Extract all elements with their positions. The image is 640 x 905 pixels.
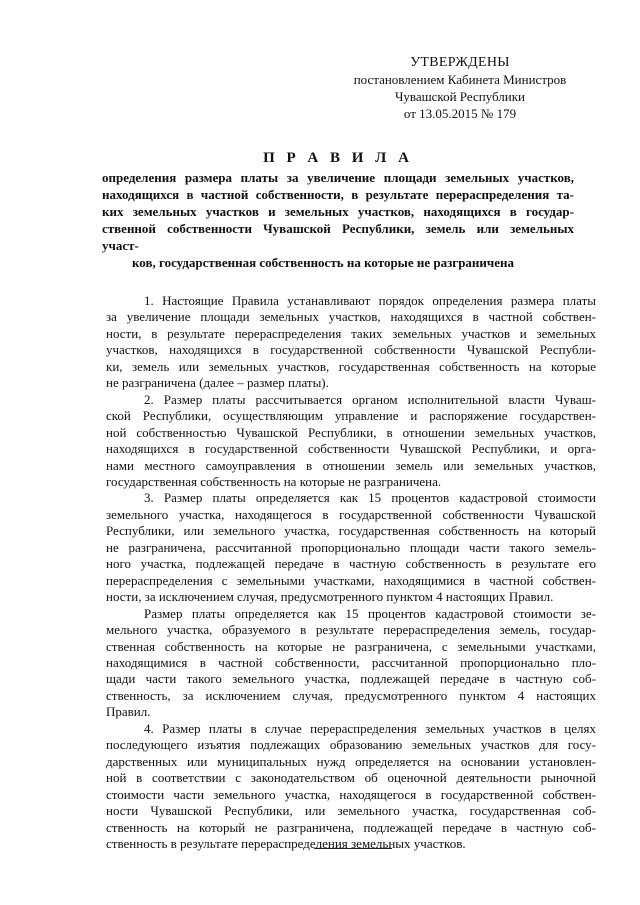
paragraph-1: [106, 293, 596, 392]
document-heading: П Р А В И Л А: [263, 150, 413, 166]
text-line: ской Республики, осуществляющим управление и распоряжение государствен-: [106, 408, 596, 424]
document-body: [106, 293, 596, 852]
approval-title: УТВЕРЖДЕНЫ: [410, 55, 510, 70]
subtitle-line: ких земельных участков и земельных участков, находящихся в государ-: [102, 204, 574, 219]
paragraph-3: [106, 490, 596, 605]
text-line: не разграничена, рассчитанной пропорционально площади части такого земель-: [106, 539, 596, 555]
text-line: ной собственностью Чувашской Республики, в отношении земельных участков,: [106, 424, 596, 440]
text-line: находящимися в частной собственности, рассчитанной пропорционально пло-: [106, 654, 596, 670]
approval-line: Чувашской Республики: [394, 89, 526, 104]
text-line: ности Чувашской Республики, или земельного участка, государственная соб-: [106, 803, 596, 819]
text-line: щади части такого земельного участка, подлежащей передаче в частную соб-: [106, 671, 596, 687]
subtitle-line: находящихся в частной собственности, в результате перераспределения та-: [102, 187, 574, 202]
text-line: находящихся в государственной собственности Чувашской Республики, и орга-: [106, 441, 596, 457]
end-rule: [314, 848, 392, 849]
text-line: мельного участка, образуемого в результате перераспределения земель, государ-: [106, 622, 596, 638]
approval-block: [330, 54, 590, 122]
subtitle-line: участ-: [102, 238, 139, 253]
text-line: не разграничена (далее – размер платы).: [106, 375, 329, 391]
document-subtitle: [102, 169, 574, 271]
paragraph-2: [106, 392, 596, 491]
approval-date: от 13.05.2015 № 179: [403, 106, 517, 121]
text-line: 1. Настоящие Правила устанавливают порядок определения размера платы: [144, 293, 596, 308]
text-line: Правил.: [106, 704, 151, 720]
text-line: ки, земель или земельных участков, государственная собственность на которые: [106, 358, 596, 374]
text-line: ственность в результате перераспределения земельных участков.: [106, 835, 466, 851]
paragraph-3-continued: [106, 606, 596, 721]
text-line: ного участка, подлежащей передаче в частную собственность в результате его: [106, 556, 596, 572]
text-line: Республики, или земельного участка, государственная собственность на который: [106, 523, 596, 539]
text-line: ности, в результате перераспределения таких земельных участков и земельных: [106, 325, 596, 341]
text-line: стоимости части земельного участка, находящегося в государственной собствен-: [106, 786, 596, 802]
text-line: последующего изъятия подлежащих образованию земельных участков для госу-: [106, 737, 596, 753]
text-line: 3. Размер платы определяется как 15 процентов кадастровой стоимости: [144, 490, 596, 506]
text-line: 2. Размер платы рассчитывается органом исполнительной власти Чуваш-: [144, 391, 596, 407]
text-line: участков, находящихся в государственной собственности Чувашской Республи-: [106, 342, 596, 358]
text-line: за увеличение площади земельных участков, находящихся в частной собствен-: [106, 309, 596, 325]
text-line: ственность на который не разграничена, подлежащей передаче в частную соб-: [106, 819, 596, 835]
text-line: Размер платы определяется как 15 процентов кадастровой стоимости зе-: [144, 605, 596, 621]
subtitle-line: ков, государственная собственность на которые не разграничена: [131, 255, 515, 270]
text-line: государственная собственность на которые не разграничена.: [106, 473, 442, 489]
paragraph-4: [106, 721, 596, 853]
text-line: ственная собственность на которые не разграничена, с земельными участками,: [106, 638, 596, 654]
text-line: ности, за исключением случая, предусмотренного пунктом 4 настоящих Правил.: [106, 589, 554, 605]
text-line: перераспределения с земельными участками, находящимися в частной собствен-: [106, 572, 596, 588]
text-line: 4. Размер платы в случае перераспределения земельных участков в целях: [144, 720, 596, 736]
text-line: ственность, за исключением случая, предусмотренного пунктом 4 настоящих: [106, 687, 596, 703]
text-line: дарственных или муниципальных нужд определяется на основании установлен-: [106, 753, 596, 769]
approval-line: постановлением Кабинета Министров: [353, 72, 567, 87]
text-line: ной в соответствии с законодательством об оценочной деятельности рыночной: [106, 770, 596, 786]
subtitle-line: ственной собственности Чувашской Республики, земель или земельных: [102, 221, 574, 236]
text-line: нами местного самоуправления в отношении земель или земельных участков,: [106, 457, 596, 473]
subtitle-line: определения размера платы за увеличение площади земельных участков,: [102, 170, 574, 185]
text-line: земельного участка, находящегося в государственной собственности Чувашской: [106, 506, 596, 522]
